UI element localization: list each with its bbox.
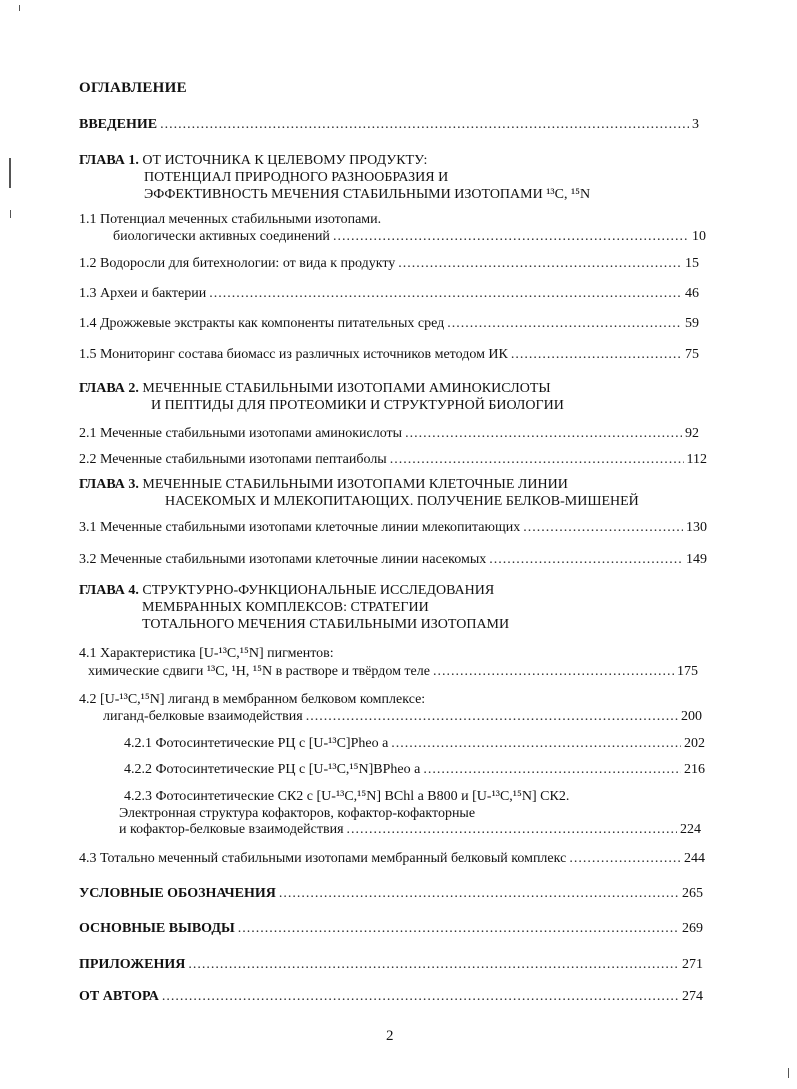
entry-page: 224	[680, 822, 701, 837]
chapter-label: ГЛАВА 1.	[79, 153, 139, 168]
entry-label: 4.2.1 Фотосинтетические РЦ с [U-¹³C]Pheo a	[124, 736, 389, 751]
entry-page: 244	[684, 851, 705, 866]
toc-entry-1-1	[113, 229, 706, 245]
toc-entry-4-1-line1: 4.1 Характеристика [U-¹³С,¹⁵N] пигментов:	[79, 646, 334, 661]
entry-label: УСЛОВНЫЕ ОБОЗНАЧЕНИЯ	[79, 886, 276, 901]
chapter-title-line: НАСЕКОМЫХ И МЛЕКОПИТАЮЩИХ. ПОЛУЧЕНИЕ БЕЛКОВ-МИШЕНЕЙ	[165, 494, 639, 509]
toc-entry-4-2-1	[124, 736, 705, 752]
toc-entry-1-2	[79, 256, 699, 272]
toc-entry-2-1	[79, 426, 699, 442]
toc-entry-1-5	[79, 347, 699, 363]
entry-label: 2.1 Меченные стабильными изотопами аминокислоты	[79, 426, 403, 441]
toc-entry-appendices	[79, 957, 703, 973]
chapter-title-line: МЕМБРАННЫХ КОМПЛЕКСОВ: СТРАТЕГИИ	[142, 600, 429, 615]
entry-label: химические сдвиги ¹³С, ¹Н, ¹⁵N в растворе и твёрдом теле	[88, 664, 430, 679]
toc-entry-from-author	[79, 989, 703, 1005]
toc-entry-1-3	[79, 286, 699, 302]
chapter-title-line: ТОТАЛЬНОГО МЕЧЕНИЯ СТАБИЛЬНЫМИ ИЗОТОПАМИ	[142, 617, 510, 632]
entry-label: 2.2 Меченные стабильными изотопами пептаиболы	[79, 452, 387, 467]
toc-entry-conclusions	[79, 921, 703, 937]
entry-page: 15	[685, 256, 699, 271]
entry-label: ПРИЛОЖЕНИЯ	[79, 957, 186, 972]
entry-page: 75	[685, 347, 699, 362]
entry-page: 200	[681, 709, 702, 724]
entry-label: биологически активных соединений	[113, 229, 330, 244]
chapter-title-line: ЭФФЕКТИВНОСТЬ МЕЧЕНИЯ СТАБИЛЬНЫМИ ИЗОТОПАМИ ¹³С, ¹⁵N	[144, 187, 591, 202]
toc-entry-4-1	[88, 664, 698, 680]
entry-page: 175	[677, 664, 698, 679]
chapter-label: ГЛАВА 2.	[79, 381, 139, 396]
toc-entry-abbreviations	[79, 886, 703, 902]
chapter-title-line: ОТ ИСТОЧНИКА К ЦЕЛЕВОМУ ПРОДУКТУ:	[142, 153, 428, 168]
entry-label: лиганд-белковые взаимодействия	[103, 709, 303, 724]
entry-page: 10	[692, 229, 706, 244]
entry-page: 112	[686, 452, 707, 467]
scan-artifact	[10, 210, 11, 218]
entry-page: 202	[684, 736, 705, 751]
entry-label: ОСНОВНЫЕ ВЫВОДЫ	[79, 921, 235, 936]
toc-entry-1-1-line1: 1.1 Потенциал меченных стабильными изотопами.	[79, 212, 382, 227]
chapter-4-heading	[79, 582, 509, 633]
toc-entry-4-2	[103, 709, 702, 725]
entry-page: 3	[692, 117, 699, 132]
entry-label: 1.2 Водоросли для битехнологии: от вида к продукту	[79, 256, 396, 271]
chapter-1-heading	[79, 152, 590, 203]
toc-entry-4-2-3-line2: Электронная структура кофакторов, кофактор-кофакторные	[119, 806, 476, 821]
entry-page: 265	[682, 886, 703, 901]
entry-label: 3.1 Меченные стабильными изотопами клеточные линии млекопитающих	[79, 520, 521, 535]
entry-page: 130	[686, 520, 707, 535]
chapter-title-line: ПОТЕНЦИАЛ ПРИРОДНОГО РАЗНООБРАЗИЯ И	[144, 170, 449, 185]
toc-entry-2-2	[79, 452, 707, 468]
entry-page: 269	[682, 921, 703, 936]
chapter-2-heading	[79, 380, 564, 414]
scan-artifact	[788, 1068, 789, 1078]
entry-page: 274	[682, 989, 703, 1004]
chapter-label: ГЛАВА 3.	[79, 477, 139, 492]
entry-label: ВВЕДЕНИЕ	[79, 117, 158, 132]
entry-page: 216	[684, 762, 705, 777]
toc-entry-4-2-3-line1: 4.2.3 Фотосинтетические СК2 с [U-¹³С,¹⁵N] BChl a B800 и [U-¹³С,¹⁵N] СК2.	[124, 789, 570, 804]
entry-label: и кофактор-белковые взаимодействия	[119, 822, 344, 837]
chapter-title-line: МЕЧЕННЫЕ СТАБИЛЬНЫМИ ИЗОТОПАМИ АМИНОКИСЛОТЫ	[142, 381, 551, 396]
chapter-3-heading	[79, 476, 639, 510]
toc-entry-1-4	[79, 316, 699, 332]
toc-entry-4-3	[79, 851, 705, 867]
toc-title: ОГЛАВЛЕНИЕ	[79, 80, 187, 96]
entry-label: ОТ АВТОРА	[79, 989, 159, 1004]
chapter-label: ГЛАВА 4.	[79, 583, 139, 598]
entry-page: 92	[685, 426, 699, 441]
toc-entry-intro	[79, 117, 699, 133]
entry-label: 1.5 Мониторинг состава биомасс из различных источников методом ИК	[79, 347, 508, 362]
chapter-title-line: СТРУКТУРНО-ФУНКЦИОНАЛЬНЫЕ ИССЛЕДОВАНИЯ	[142, 583, 495, 598]
entry-page: 149	[686, 552, 707, 567]
entry-label: 4.3 Тотально меченный стабильными изотопами мембранный белковый комплекс	[79, 851, 567, 866]
entry-label: 1.3 Археи и бактерии	[79, 286, 207, 301]
entry-page: 59	[685, 316, 699, 331]
entry-label: 1.4 Дрожжевые экстракты как компоненты питательных сред	[79, 316, 445, 331]
toc-entry-4-2-line1: 4.2 [U-¹³С,¹⁵N] лиганд в мембранном белковом комплексе:	[79, 692, 426, 707]
entry-page: 46	[685, 286, 699, 301]
scan-artifact	[9, 158, 11, 188]
chapter-title-line: МЕЧЕННЫЕ СТАБИЛЬНЫМИ ИЗОТОПАМИ КЛЕТОЧНЫЕ ЛИНИИ	[142, 477, 568, 492]
toc-entry-3-1	[79, 520, 707, 536]
toc-entry-3-2	[79, 552, 707, 568]
chapter-title-line: И ПЕПТИДЫ ДЛЯ ПРОТЕОМИКИ И СТРУКТУРНОЙ БИОЛОГИИ	[151, 398, 564, 413]
entry-label: 4.2.2 Фотосинтетические РЦ с [U-¹³С,¹⁵N]BPheo a	[124, 762, 421, 777]
toc-entry-4-2-2	[124, 762, 705, 778]
entry-label: 3.2 Меченные стабильными изотопами клеточные линии насекомых	[79, 552, 487, 567]
toc-entry-4-2-3	[119, 822, 701, 838]
scan-artifact	[19, 5, 20, 11]
page-number: 2	[386, 1028, 394, 1044]
entry-page: 271	[682, 957, 703, 972]
